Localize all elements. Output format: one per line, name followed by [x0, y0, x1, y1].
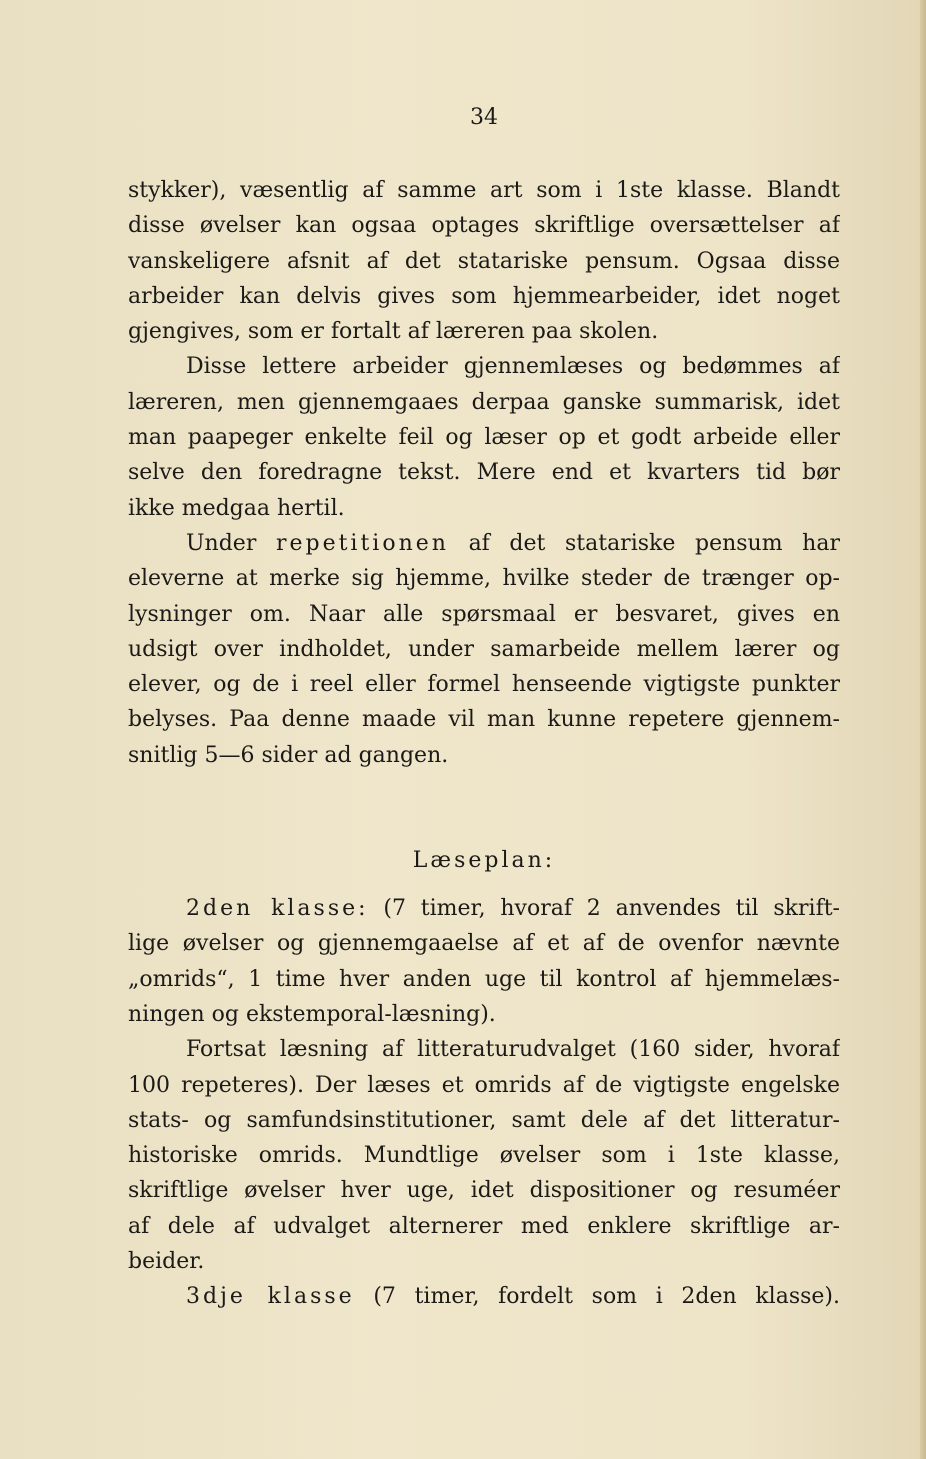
text-line: læreren, men gjennemgaaes derpaa ganske summarisk, idet — [128, 389, 840, 415]
spaced-term: 3dje klasse — [186, 1284, 355, 1310]
text-line: man paapeger enkelte feil og læser op et godt arbeide eller — [128, 425, 840, 451]
text-line: skriftlige øvelser hver uge, idet dispositioner og resuméer — [128, 1178, 840, 1204]
text-line: lysninger om. Naar alle spørsmaal er besvaret, gives en — [128, 601, 840, 627]
text-word: Under — [186, 530, 257, 556]
text-line: arbeider kan delvis gives som hjemmearbeider, idet noget — [128, 283, 840, 309]
paragraph-2 — [128, 349, 840, 525]
text-line: ningen og ekstemporal-læsning). — [128, 1001, 496, 1027]
spaced-term: repetitionen — [275, 530, 449, 556]
text-line: Fortsat læsning af litteraturudvalget (160 sider, hvoraf — [186, 1037, 840, 1063]
paragraph-3 — [128, 526, 840, 773]
text-line: belyses. Paa denne maade vil man kunne repetere gjennem- — [128, 707, 840, 733]
text-line: elever, og de i reel eller formel henseende vigtigste punkter — [128, 672, 840, 698]
text-line: lige øvelser og gjennemgaaelse af et af de ovenfor nævnte — [128, 931, 840, 957]
text-line: vanskeligere afsnit af det statariske pensum. Ogsaa disse — [128, 248, 840, 274]
text-line: disse øvelser kan ogsaa optages skriftlige oversættelser af — [128, 213, 840, 239]
text-line: snitlig 5—6 sider ad gangen. — [128, 742, 449, 768]
section-heading: Læseplan: — [412, 848, 556, 874]
text-line: udsigt over indholdet, under samarbeide mellem lærer og — [128, 636, 840, 662]
text-line: stykker), væsentlig af samme art som i 1ste klasse. Blandt — [128, 178, 840, 203]
text-segment: (7 timer, fordelt som i 2den klasse). — [373, 1284, 840, 1310]
text-line: stats- og samfundsinstitutioner, samt dele af det litteratur- — [128, 1107, 840, 1133]
text-line: „omrids“, 1 time hver anden uge til kontrol af hjemmelæs- — [128, 966, 840, 992]
text-line: Disse lettere arbeider gjennemlæses og bedømmes af — [186, 354, 840, 380]
text-line: ikke medgaa hertil. — [128, 495, 345, 521]
text-line: af dele af udvalget alternerer med enklere skriftlige ar- — [128, 1213, 840, 1239]
plan-klasse-2 — [128, 891, 840, 1032]
plan-fortsat — [128, 1032, 840, 1279]
page-number: 34 — [470, 105, 498, 130]
page-text — [128, 100, 840, 1315]
text-line — [128, 891, 840, 926]
text-segment: af det statariske pensum har — [468, 530, 840, 556]
text-line: gjengives, som er fortalt af læreren paa skolen. — [128, 319, 659, 345]
text-line: historiske omrids. Mundtlige øvelser som i 1ste klasse, — [128, 1143, 840, 1169]
text-line — [128, 526, 840, 561]
text-line: eleverne at merke sig hjemme, hvilke steder de trænger op- — [128, 566, 840, 592]
text-line: beider. — [128, 1249, 205, 1275]
text-segment: (7 timer, hvoraf 2 anvendes til skrift- — [383, 896, 840, 922]
spaced-term: 2den klasse: — [186, 896, 369, 922]
text-line — [128, 1279, 840, 1314]
paragraph-1 — [128, 173, 840, 349]
text-line: selve den foredragne tekst. Mere end et kvarters tid bør — [128, 460, 840, 486]
page-edge — [920, 0, 926, 1459]
plan-klasse-3 — [128, 1279, 840, 1314]
text-line: 100 repeteres). Der læses et omrids af de vigtigste engelske — [128, 1072, 840, 1098]
